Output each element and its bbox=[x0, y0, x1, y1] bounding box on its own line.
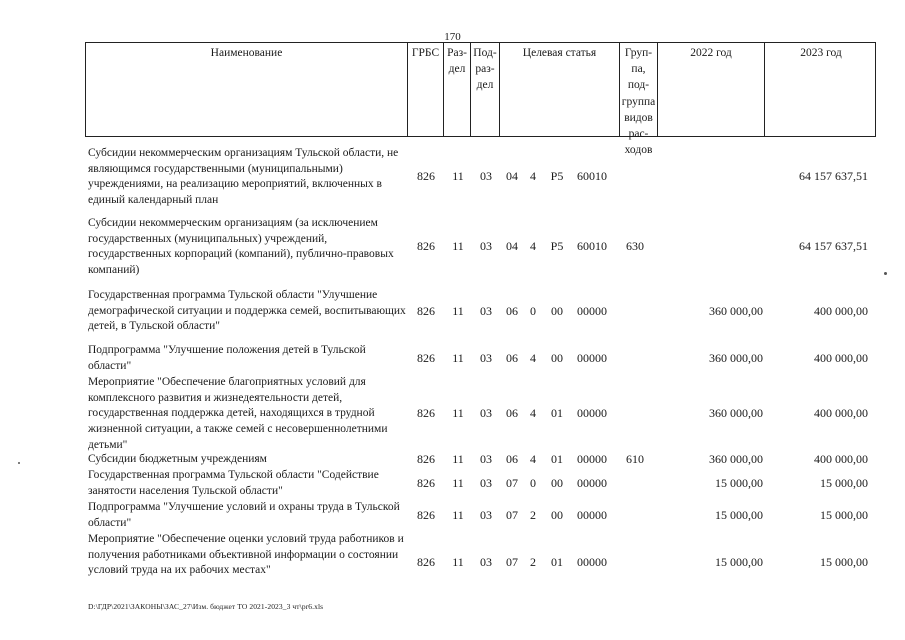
header-line: Груп- bbox=[624, 47, 653, 59]
cell-t1: 06 bbox=[506, 406, 518, 420]
cell-t2: 4 bbox=[530, 406, 536, 420]
cell-t4: 60010 bbox=[577, 169, 607, 183]
cell-t1: 07 bbox=[506, 476, 518, 490]
cell-t4: 00000 bbox=[577, 406, 607, 420]
cell-razdel: 11 bbox=[452, 508, 464, 522]
header-line: Целевая статья bbox=[522, 47, 597, 59]
header-podrazdel bbox=[471, 43, 500, 136]
cell-t2: 0 bbox=[530, 304, 536, 318]
header-line: Раз- bbox=[447, 47, 467, 59]
cell-razdel: 11 bbox=[452, 452, 464, 466]
cell-grbs: 826 bbox=[417, 351, 435, 365]
cell-razdel: 11 bbox=[452, 169, 464, 183]
cell-t3: 00 bbox=[551, 304, 563, 318]
cell-y2022: 360 000,00 bbox=[709, 304, 763, 318]
table-row bbox=[85, 500, 885, 531]
cell-y2022: 360 000,00 bbox=[709, 406, 763, 420]
cell-t4: 00000 bbox=[577, 351, 607, 365]
cell-t4: 60010 bbox=[577, 239, 607, 253]
cell-y2022: 360 000,00 bbox=[709, 452, 763, 466]
cell-t2: 2 bbox=[530, 508, 536, 522]
cell-t2: 2 bbox=[530, 555, 536, 569]
cell-razdel: 11 bbox=[452, 555, 464, 569]
cell-podrazdel: 03 bbox=[480, 304, 492, 318]
cell-podrazdel: 03 bbox=[480, 351, 492, 365]
cell-grbs: 826 bbox=[417, 476, 435, 490]
cell-razdel: 11 bbox=[452, 351, 464, 365]
row-name: Подпрограмма "Улучшение положения детей в Тульской области" bbox=[88, 344, 366, 372]
cell-grbs: 826 bbox=[417, 239, 435, 253]
cell-t4: 00000 bbox=[577, 452, 607, 466]
file-path-footer: D:\ГДР\2021\ЗАКОНЫ\ЗАС_27\Изм. бюджет ТО 2021-2023_3 чт\pr6.xls bbox=[88, 602, 324, 611]
row-name: Субсидии бюджетным учреждениям bbox=[88, 453, 267, 465]
cell-podrazdel: 03 bbox=[480, 452, 492, 466]
cell-y2023: 64 157 637,51 bbox=[799, 169, 868, 183]
cell-y2023: 400 000,00 bbox=[814, 406, 868, 420]
cell-razdel: 11 bbox=[452, 304, 464, 318]
cell-t4: 00000 bbox=[577, 304, 607, 318]
cell-y2023: 400 000,00 bbox=[814, 304, 868, 318]
header-line: раз- bbox=[475, 63, 495, 76]
cell-t3: 01 bbox=[551, 406, 563, 420]
cell-razdel: 11 bbox=[452, 239, 464, 253]
row-name: Государственная программа Тульской области "Содействие занятости населения Тульской области" bbox=[88, 469, 379, 497]
cell-podrazdel: 03 bbox=[480, 406, 492, 420]
table-row bbox=[85, 288, 885, 335]
cell-t2: 4 bbox=[530, 452, 536, 466]
cell-y2022: 360 000,00 bbox=[709, 351, 763, 365]
header-group bbox=[620, 43, 658, 157]
cell-t1: 04 bbox=[506, 239, 518, 253]
cell-grbs: 826 bbox=[417, 169, 435, 183]
cell-razdel: 11 bbox=[452, 476, 464, 490]
cell-t1: 06 bbox=[506, 351, 518, 365]
header-name bbox=[86, 43, 408, 136]
cell-t2: 0 bbox=[530, 476, 536, 490]
header-line: дел bbox=[476, 79, 494, 92]
cell-t3: 00 bbox=[551, 351, 563, 365]
header-line: 2022 год bbox=[690, 47, 732, 59]
header-line: ходов bbox=[624, 144, 653, 157]
cell-y2023: 400 000,00 bbox=[814, 351, 868, 365]
scan-speck bbox=[884, 272, 887, 275]
header-line: дел bbox=[448, 63, 466, 76]
cell-t3: 00 bbox=[551, 508, 563, 522]
header-2023 bbox=[765, 43, 877, 136]
header-line: 2023 год bbox=[800, 47, 842, 59]
cell-t2: 4 bbox=[530, 169, 536, 183]
cell-t1: 07 bbox=[506, 508, 518, 522]
cell-t2: 4 bbox=[530, 351, 536, 365]
header-line: группа bbox=[621, 95, 656, 108]
cell-t4: 00000 bbox=[577, 476, 607, 490]
cell-t1: 06 bbox=[506, 452, 518, 466]
table-row bbox=[85, 216, 885, 278]
table-row bbox=[85, 468, 885, 499]
table-row bbox=[85, 375, 885, 453]
cell-group: 630 bbox=[626, 239, 644, 253]
cell-t4: 00000 bbox=[577, 508, 607, 522]
cell-t3: P5 bbox=[550, 239, 564, 253]
header-target bbox=[500, 43, 620, 136]
cell-t3: 00 bbox=[551, 476, 563, 490]
cell-grbs: 826 bbox=[417, 508, 435, 522]
cell-y2023: 400 000,00 bbox=[814, 452, 868, 466]
cell-podrazdel: 03 bbox=[480, 508, 492, 522]
cell-grbs: 826 bbox=[417, 452, 435, 466]
cell-y2022: 15 000,00 bbox=[715, 555, 763, 569]
table-row bbox=[85, 452, 885, 468]
scan-speck bbox=[18, 462, 20, 464]
cell-y2023: 15 000,00 bbox=[820, 555, 868, 569]
header-line: видов bbox=[624, 111, 653, 124]
row-name: Государственная программа Тульской области "Улучшение демографической ситуации и поддержка семей, воспитывающих детей, в Тульской области" bbox=[88, 289, 406, 333]
header-line: Наименование bbox=[210, 47, 283, 59]
cell-t3: 01 bbox=[551, 555, 563, 569]
table-header bbox=[85, 42, 876, 157]
cell-y2023: 64 157 637,51 bbox=[799, 239, 868, 253]
cell-t1: 04 bbox=[506, 169, 518, 183]
cell-group: 610 bbox=[626, 452, 644, 466]
table-row bbox=[85, 146, 885, 208]
header-2022 bbox=[658, 43, 765, 136]
cell-podrazdel: 03 bbox=[480, 239, 492, 253]
cell-t4: 00000 bbox=[577, 555, 607, 569]
cell-t2: 4 bbox=[530, 239, 536, 253]
cell-podrazdel: 03 bbox=[480, 476, 492, 490]
cell-t1: 07 bbox=[506, 555, 518, 569]
cell-t3: P5 bbox=[550, 169, 564, 183]
cell-podrazdel: 03 bbox=[480, 555, 492, 569]
cell-y2022: 15 000,00 bbox=[715, 476, 763, 490]
cell-grbs: 826 bbox=[417, 304, 435, 318]
cell-grbs: 826 bbox=[417, 555, 435, 569]
table-row bbox=[85, 343, 885, 374]
header-grbs bbox=[408, 43, 444, 136]
header-razdel bbox=[444, 43, 471, 136]
header-line: Под- bbox=[473, 47, 497, 59]
cell-razdel: 11 bbox=[452, 406, 464, 420]
header-line: рас- bbox=[628, 128, 649, 141]
row-name: Субсидии некоммерческим организациям Тульской области, не являющимся государственными (муниципальными) учреждениями, на реализацию мероприятий, включенных в единый календарный план bbox=[88, 147, 399, 207]
row-name: Подпрограмма "Улучшение условий и охраны труда в Тульской области" bbox=[88, 501, 400, 529]
cell-t3: 01 bbox=[551, 452, 563, 466]
row-name: Мероприятие "Обеспечение благоприятных условий для комплексного развития и жизнедеятельности детей, государственная поддержка детей, находящихся в трудной жизненной ситуации, а также семей с несовершеннолетними детьми" bbox=[88, 376, 388, 451]
page-number: 170 bbox=[444, 31, 461, 43]
cell-y2022: 15 000,00 bbox=[715, 508, 763, 522]
cell-y2023: 15 000,00 bbox=[820, 508, 868, 522]
row-name: Мероприятие "Обеспечение оценки условий труда работников и получения работниками объективной информации о состоянии условий труда на их рабочих местах" bbox=[88, 533, 404, 577]
cell-t1: 06 bbox=[506, 304, 518, 318]
cell-podrazdel: 03 bbox=[480, 169, 492, 183]
cell-grbs: 826 bbox=[417, 406, 435, 420]
header-line: ГРБС bbox=[411, 47, 440, 59]
cell-y2023: 15 000,00 bbox=[820, 476, 868, 490]
table-row bbox=[85, 532, 885, 594]
header-line: па, под- bbox=[627, 63, 650, 92]
row-name: Субсидии некоммерческим организациям (за исключением государственных (муниципальных) учреждений, государственных корпораций (компаний), публично-правовых компаний) bbox=[88, 217, 394, 277]
